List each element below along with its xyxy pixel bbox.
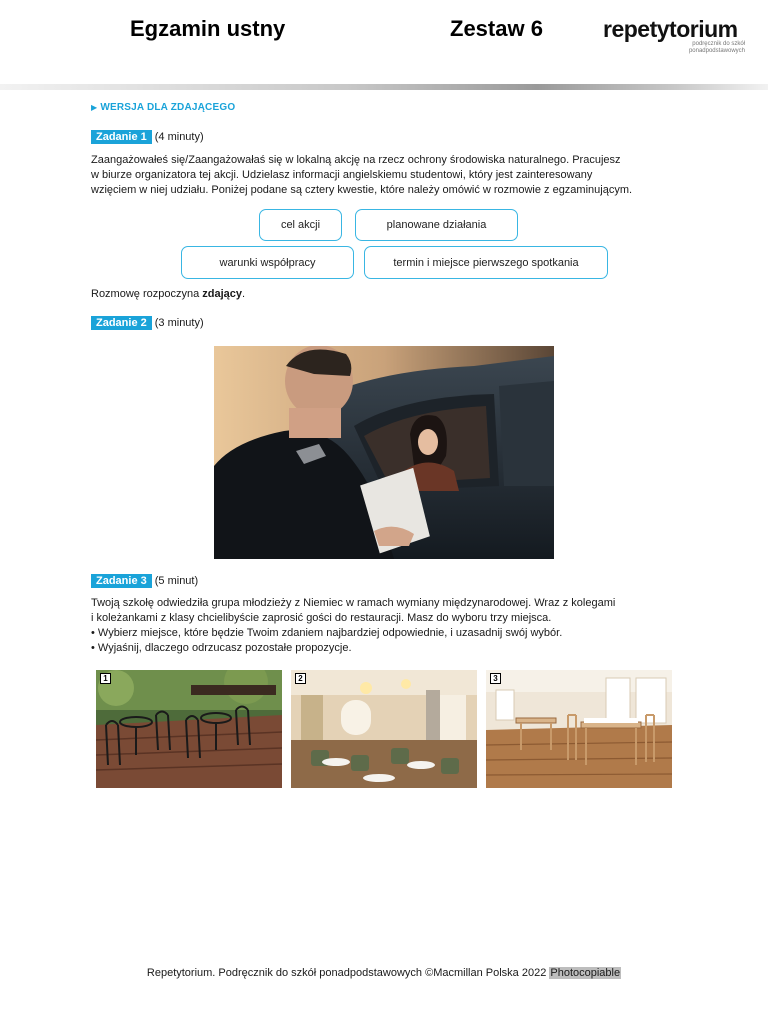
issue-box-1: cel akcji (259, 209, 342, 241)
task1-line-1: Zaangażowałeś się/Zaangażowałaś się w lokalną akcję na rzecz ochrony środowiska naturalnego. Pracujesz (91, 154, 621, 166)
task2-badge: Zadanie 2 (91, 316, 152, 330)
version-label (91, 102, 235, 113)
logo (603, 18, 753, 55)
photo-number-1: 1 (100, 673, 111, 684)
task3-photo-3-wooden-dining-room (486, 670, 672, 788)
set-title: Zestaw 6 (450, 16, 543, 41)
task1-line-2: w biurze organizatora tej akcji. Udzielasz informacji angielskiemu studentowi, który jest zainteresowany (91, 169, 593, 181)
task3-line-2: i koleżankami z klasy chcielibyście zaprosić gości do restauracji. Masz do wyboru trzy miejsca. (91, 612, 552, 624)
task2-time: (3 minuty) (154, 317, 204, 329)
logo-main-text: repetytorium (603, 16, 738, 42)
task3-instructions (91, 596, 681, 656)
footer-text: Repetytorium. Podręcznik do szkół ponadpodstawowych ©Macmillan Polska 2022 (146, 967, 550, 979)
photo-number-3: 3 (490, 673, 501, 684)
issue-box-4: termin i miejsce pierwszego spotkania (364, 246, 608, 279)
interior-illustration (291, 670, 477, 788)
logo-sub-text-1: podręcznik do szkół (692, 41, 745, 47)
task3-photo-2-restaurant-interior (291, 670, 477, 788)
task1-line-3: wzięciem w niej udziału. Poniżej podane są cztery kwestie, które należy omówić w rozmowie z egzaminującym. (91, 184, 633, 196)
logo-sub-text-2: ponadpodstawowych (688, 48, 745, 55)
task1-start-note (91, 287, 681, 302)
task3-bullet-1: • Wybierz miejsce, które będzie Twoim zdaniem najbardziej odpowiednie, i uzasadnij swój wybór. (91, 627, 563, 639)
header-divider (0, 84, 768, 90)
task2-photo-illustration (214, 346, 554, 559)
terrace-illustration (96, 670, 282, 788)
task3-photo-1-terrace (96, 670, 282, 788)
issue-box-2: planowane działania (355, 209, 518, 241)
task1-start-bold: zdający (202, 288, 243, 300)
footer (0, 967, 768, 979)
task1-start-prefix: Rozmowę rozpoczyna (91, 288, 203, 300)
task1-heading (91, 130, 204, 144)
task1-time: (4 minuty) (154, 131, 204, 143)
issue-box-3: warunki współpracy (181, 246, 354, 279)
triangle-right-icon: ▶ (91, 103, 98, 112)
exam-title: Egzamin ustny (130, 16, 286, 41)
task1-start-suffix: . (242, 288, 246, 300)
task2-photo-police-check (214, 346, 554, 559)
task3-line-1: Twoją szkołę odwiedziła grupa młodzieży z Niemiec w ramach wymiany międzynarodowej. Wraz z kolegami (91, 597, 616, 609)
task1-badge: Zadanie 1 (91, 130, 152, 144)
task3-bullet-2: • Wyjaśnij, dlaczego odrzucasz pozostałe propozycje. (91, 642, 352, 654)
task3-time: (5 minut) (154, 575, 199, 587)
task1-instructions (91, 153, 681, 198)
task3-badge: Zadanie 3 (91, 574, 152, 588)
footer-photocopiable: Photocopiable (550, 967, 621, 979)
version-label-text: WERSJA DLA ZDAJĄCEGO (100, 102, 236, 113)
dining-room-illustration (486, 670, 672, 788)
photo-number-2: 2 (295, 673, 306, 684)
task3-heading (91, 574, 198, 588)
task2-heading (91, 316, 204, 330)
